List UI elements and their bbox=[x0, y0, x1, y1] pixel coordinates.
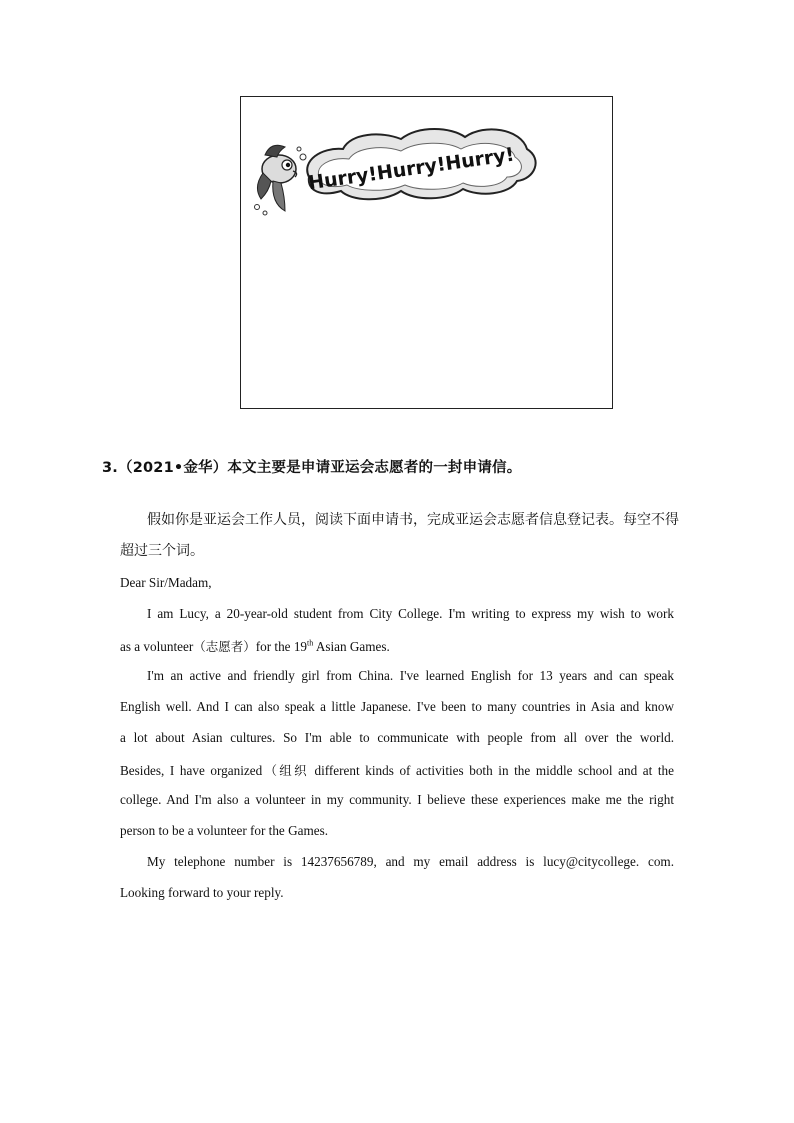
bubble-text: Hurry!Hurry!Hurry! bbox=[306, 143, 516, 195]
p2-line4-text-b: different kinds of activities both in the middle school and at the bbox=[308, 763, 674, 778]
instruction-line-2: 超过三个词。 bbox=[120, 543, 204, 559]
letter-p2-line-4 bbox=[120, 761, 674, 779]
question-heading: 3.（2021•金华）本文主要是申请亚运会志愿者的一封申请信。 bbox=[102, 460, 522, 476]
p2-line4-cjk: （组织 bbox=[262, 763, 309, 778]
p1-line2-cjk: （志愿者） bbox=[193, 639, 256, 654]
letter-p2-line-2: English well. And I can also speak a little Japanese. I've been to many countries in Asia and know bbox=[120, 699, 674, 714]
letter-p1-line-1: I am Lucy, a 20-year-old student from City College. I'm writing to express my wish to work bbox=[147, 606, 674, 621]
letter-p3-line-2: Looking forward to your reply. bbox=[120, 885, 284, 900]
letter-p3-line-1: My telephone number is 14237656789, and my email address is lucy@citycollege. com. bbox=[147, 854, 674, 869]
instruction-line-1: 假如你是亚运会工作人员，阅读下面申请书，完成亚运会志愿者信息登记表。每空不得 bbox=[147, 512, 679, 528]
letter-p2-line-1: I'm an active and friendly girl from China. I've learned English for 13 years and can speak bbox=[147, 668, 674, 683]
p1-line2-text-c: Asian Games. bbox=[313, 639, 390, 654]
letter-p2-line-6: person to be a volunteer for the Games. bbox=[120, 823, 328, 838]
p1-line2-text-b: for the 19 bbox=[255, 639, 308, 654]
letter-p2-line-3: a lot about Asian cultures. So I'm able to communicate with people from all over the world. bbox=[120, 730, 674, 745]
goldfish-icon bbox=[255, 145, 307, 215]
hurry-illustration bbox=[251, 107, 541, 217]
speech-bubble bbox=[307, 129, 536, 199]
instructions bbox=[120, 505, 679, 567]
p1-line2-sup: th bbox=[307, 638, 314, 648]
letter-p2-line-5: college. And I'm also a volunteer in my community. I believe these experiences make me the right bbox=[120, 792, 674, 807]
p2-line4-text-a: Besides, I have organized bbox=[120, 763, 263, 778]
salutation: Dear Sir/Madam, bbox=[120, 575, 212, 590]
figure-box bbox=[240, 96, 613, 409]
p1-line2-text-a: as a volunteer bbox=[120, 639, 194, 654]
letter-p1-line-2 bbox=[120, 637, 674, 655]
